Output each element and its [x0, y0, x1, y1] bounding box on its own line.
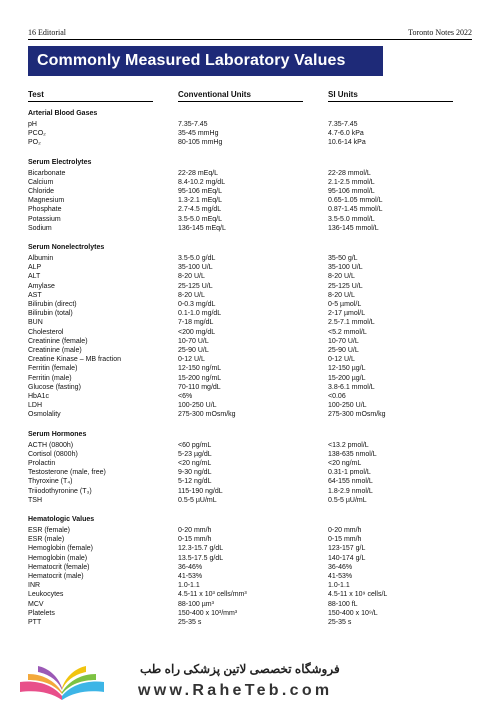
- si-value: <5.2 mmol/L: [328, 328, 367, 336]
- test-name: TSH: [28, 496, 42, 504]
- si-value: 0.65-1.05 mmol/L: [328, 197, 383, 205]
- si-value: 36-46%: [328, 563, 353, 571]
- conventional-value: 12-150 ng/mL: [178, 365, 222, 373]
- table-row: [28, 291, 448, 300]
- test-name: MCV: [28, 600, 44, 608]
- si-value: 25-90 U/L: [328, 347, 359, 354]
- table-row: [28, 196, 448, 205]
- table-row: [28, 272, 448, 281]
- table-row: [28, 410, 448, 419]
- table-row: [28, 496, 448, 505]
- conventional-value: 8-20 U/L: [178, 291, 205, 299]
- conventional-value: 7-18 mg/dL: [178, 319, 214, 327]
- conventional-value: 5-23 µg/dL: [178, 450, 212, 458]
- table-row: [28, 309, 448, 318]
- table-row: [28, 254, 448, 263]
- test-name: Glucose (fasting): [28, 383, 81, 391]
- conventional-value: 8-20 U/L: [178, 273, 205, 281]
- conventional-value: 80-105 mmHg: [178, 139, 223, 147]
- table-row: [28, 337, 448, 346]
- conventional-value: 0.1-1.0 mg/dL: [178, 310, 222, 318]
- test-name: Bilirubin (direct): [28, 301, 77, 308]
- shop-name: فروشگاه تخصصی لاتین پزشکی راه طب: [140, 662, 340, 676]
- test-name: ESR (female): [28, 527, 71, 534]
- page-label: 16 Editorial: [28, 28, 66, 37]
- test-name: Prolactin: [28, 460, 56, 467]
- table-row: [28, 441, 448, 450]
- si-value: 4.7-6.0 kPa: [328, 130, 364, 138]
- test-name: ACTH (0800h): [28, 441, 74, 449]
- conventional-value: 2.7-4.5 mg/dL: [178, 206, 222, 214]
- si-value: 95-106 mmol/L: [328, 188, 375, 195]
- test-name: BUN: [28, 319, 43, 327]
- conventional-value: <6%: [178, 393, 193, 400]
- page-title: Commonly Measured Laboratory Values: [37, 52, 346, 69]
- table-row: [28, 526, 448, 535]
- table-row: [28, 581, 448, 590]
- test-name: Leukocytes: [28, 591, 64, 599]
- conventional-value: 25-90 U/L: [178, 347, 209, 354]
- si-value: 0.31-1 pmol/L: [328, 469, 371, 477]
- conventional-value: 95-106 mEq/L: [178, 188, 222, 195]
- conventional-value: 275-300 mOsm/kg: [178, 411, 236, 419]
- si-value: 0-20 mm/h: [328, 527, 362, 534]
- table-row: [28, 282, 448, 291]
- si-value: 4.5-11 x 10⁹ cells/L: [328, 591, 388, 599]
- column-header-test: Test: [28, 90, 153, 102]
- conventional-value: 115-190 ng/dL: [178, 487, 223, 495]
- test-name: Testosterone (male, free): [28, 469, 106, 477]
- table-row: [28, 178, 448, 187]
- si-value: 22-28 mmol/L: [328, 169, 371, 177]
- si-value: 2-17 µmol/L: [328, 310, 366, 318]
- table-row: [28, 487, 448, 496]
- test-name: Potassium: [28, 215, 61, 223]
- conventional-value: 88-100 µm³: [178, 600, 214, 608]
- si-value: 15-200 µg/L: [328, 374, 366, 382]
- test-name: pH: [28, 121, 37, 128]
- table-row: [28, 215, 448, 224]
- conventional-value: 3.5-5.0 g/dL: [178, 255, 216, 262]
- conventional-value: 12.3-15.7 g/dL: [178, 545, 224, 553]
- test-name: Chloride: [28, 188, 55, 195]
- test-name: PCO₂: [28, 130, 46, 138]
- test-name: Phosphate: [28, 206, 62, 214]
- conventional-value: 0.5-5 µU/mL: [178, 496, 217, 504]
- title-banner: [28, 46, 383, 76]
- test-name: Cholesterol: [28, 328, 64, 336]
- si-value: 140-174 g/L: [328, 554, 366, 562]
- table-row: [28, 120, 448, 129]
- section-heading: Serum Hormones: [28, 430, 87, 438]
- conventional-value: 35-100 U/L: [178, 264, 213, 272]
- test-name: PO₂: [28, 139, 41, 147]
- test-name: AST: [28, 291, 42, 299]
- test-name: Creatinine (female): [28, 337, 88, 345]
- conventional-value: 8.4-10.2 mg/dL: [178, 178, 226, 186]
- table-row: [28, 374, 448, 383]
- si-value: 35-50 g/L: [328, 255, 358, 262]
- si-value: 8-20 U/L: [328, 273, 355, 281]
- table-row: [28, 544, 448, 553]
- test-name: Amylase: [28, 282, 55, 290]
- conventional-value: 1.0-1.1: [178, 582, 200, 590]
- test-name: Hemoglobin (female): [28, 545, 93, 553]
- test-name: LDH: [28, 402, 43, 410]
- si-value: 1.0-1.1: [328, 582, 350, 590]
- test-name: Sodium: [28, 224, 52, 232]
- si-value: 3.5-5.0 mmol/L: [328, 215, 375, 223]
- table-row: [28, 129, 448, 138]
- si-value: 100-250 U/L: [328, 402, 367, 410]
- test-name: ALP: [28, 264, 42, 272]
- si-value: 3.8-6.1 mmol/L: [328, 383, 375, 391]
- conventional-value: 7.35-7.45: [178, 121, 208, 128]
- table-row: [28, 554, 448, 563]
- conventional-value: 136-145 mEq/L: [178, 224, 226, 232]
- table-row: [28, 450, 448, 459]
- conventional-value: 0-20 mm/h: [178, 527, 212, 534]
- conventional-value: 22-28 mEq/L: [178, 169, 219, 177]
- test-name: Bilirubin (total): [28, 310, 73, 318]
- website-label: www.RaheTeb.com: [138, 682, 333, 699]
- table-row: [28, 355, 448, 364]
- test-name: Albumin: [28, 255, 54, 262]
- si-value: 35-100 U/L: [328, 264, 363, 272]
- test-name: Bicarbonate: [28, 169, 66, 177]
- si-value: 275-300 mOsm/kg: [328, 411, 386, 419]
- test-name: PTT: [28, 619, 42, 626]
- table-row: [28, 138, 448, 147]
- table-row: [28, 318, 448, 327]
- conventional-value: 1.3-2.1 mEq/L: [178, 197, 222, 205]
- si-value: 0.5-5 µU/mL: [328, 496, 367, 504]
- si-value: 150-400 x 10⁹/L: [328, 609, 378, 617]
- si-value: 41-53%: [328, 573, 353, 580]
- test-name: Osmolality: [28, 411, 61, 419]
- table-row: [28, 590, 448, 599]
- header-rule: [28, 39, 472, 40]
- table-row: [28, 572, 448, 581]
- conventional-value: 5-12 ng/dL: [178, 478, 212, 486]
- test-name: Platelets: [28, 609, 55, 617]
- conventional-value: 41-53%: [178, 573, 203, 580]
- table-row: [28, 609, 448, 618]
- si-value: <0.06: [328, 393, 346, 400]
- table-row: [28, 328, 448, 337]
- table-row: [28, 618, 448, 627]
- test-name: INR: [28, 582, 41, 590]
- conventional-value: 0-15 mm/h: [178, 536, 212, 544]
- section-heading: Serum Electrolytes: [28, 158, 92, 166]
- table-row: [28, 169, 448, 178]
- conventional-value: 25-125 U/L: [178, 282, 213, 290]
- table-row: [28, 600, 448, 609]
- si-value: 138-635 nmol/L: [328, 450, 377, 458]
- table-row: [28, 263, 448, 272]
- table-row: [28, 383, 448, 392]
- si-value: 136-145 mmol/L: [328, 224, 379, 232]
- table-row: [28, 459, 448, 468]
- table-row: [28, 563, 448, 572]
- si-value: 25-35 s: [328, 619, 352, 626]
- conventional-value: 100-250 U/L: [178, 402, 217, 410]
- table-row: [28, 477, 448, 486]
- si-value: 123-157 g/L: [328, 545, 366, 553]
- footer-watermark: [0, 650, 500, 705]
- conventional-value: 70-110 mg/dL: [178, 383, 221, 391]
- conventional-value: <200 mg/dL: [178, 328, 216, 336]
- si-value: 1.8-2.9 nmol/L: [328, 487, 373, 495]
- conventional-value: 25-35 s: [178, 619, 202, 626]
- si-value: 0-12 U/L: [328, 356, 355, 364]
- test-name: Ferritin (male): [28, 374, 72, 382]
- conventional-value: <60 pg/mL: [178, 441, 212, 449]
- conventional-value: <20 ng/mL: [178, 460, 212, 467]
- column-header-conventional: Conventional Units: [178, 90, 303, 102]
- si-value: 7.35-7.45: [328, 121, 358, 128]
- test-name: ESR (male): [28, 536, 65, 544]
- si-value: 2.1-2.5 mmol/L: [328, 178, 375, 186]
- si-value: 64-155 nmol/L: [328, 478, 373, 486]
- test-name: Hematocrit (male): [28, 573, 84, 580]
- test-name: Thyroxine (T₄): [28, 478, 73, 486]
- si-value: 0.87-1.45 mmol/L: [328, 206, 383, 214]
- table-row: [28, 535, 448, 544]
- publisher-label: Toronto Notes 2022: [408, 28, 472, 37]
- section-heading: Hematologic Values: [28, 516, 95, 523]
- test-name: ALT: [28, 273, 41, 281]
- conventional-value: 10-70 U/L: [178, 337, 209, 345]
- conventional-value: 0-12 U/L: [178, 356, 205, 364]
- si-value: 25-125 U/L: [328, 282, 363, 290]
- si-value: 0-15 mm/h: [328, 536, 362, 544]
- table-row: [28, 346, 448, 355]
- si-value: 8-20 U/L: [328, 291, 355, 299]
- test-name: Calcium: [28, 178, 54, 186]
- si-value: <20 ng/mL: [328, 460, 362, 467]
- conventional-value: 15-200 ng/mL: [178, 374, 222, 382]
- table-row: [28, 300, 448, 309]
- table-row: [28, 468, 448, 477]
- conventional-value: 13.5-17.5 g/dL: [178, 554, 224, 562]
- test-name: HbA1c: [28, 393, 50, 400]
- test-name: Ferritin (female): [28, 365, 78, 373]
- si-value: 0-5 µmol/L: [328, 301, 362, 308]
- test-name: Triiodothyronine (T₃): [28, 487, 92, 495]
- si-value: 2.5-7.1 mmol/L: [328, 319, 375, 327]
- table-row: [28, 392, 448, 401]
- section-heading: Arterial Blood Gases: [28, 110, 98, 117]
- test-name: Cortisol (0800h): [28, 450, 78, 458]
- si-value: 10.6-14 kPa: [328, 139, 366, 147]
- si-value: 88-100 fL: [328, 600, 358, 608]
- open-book-logo-icon: [14, 654, 110, 704]
- test-name: Creatinine (male): [28, 347, 82, 354]
- table-row: [28, 401, 448, 410]
- conventional-value: 9-30 ng/dL: [178, 469, 212, 477]
- test-name: Hemoglobin (male): [28, 554, 88, 562]
- column-header-si: SI Units: [328, 90, 453, 102]
- conventional-value: 36-46%: [178, 563, 203, 571]
- table-row: [28, 187, 448, 196]
- conventional-value: 4.5-11 x 10³ cells/mm³: [178, 591, 247, 599]
- test-name: Hematocrit (female): [28, 563, 90, 571]
- conventional-value: 150-400 x 10³/mm³: [178, 609, 238, 617]
- table-row: [28, 205, 448, 214]
- test-name: Magnesium: [28, 197, 65, 205]
- table-row: [28, 224, 448, 233]
- si-value: 10-70 U/L: [328, 337, 359, 345]
- si-value: 12-150 µg/L: [328, 365, 366, 373]
- conventional-value: 35-45 mmHg: [178, 130, 219, 138]
- section-heading: Serum Nonelectrolytes: [28, 244, 105, 251]
- table-row: [28, 364, 448, 373]
- conventional-value: 3.5-5.0 mEq/L: [178, 215, 222, 223]
- test-name: Creatine Kinase – MB fraction: [28, 356, 121, 364]
- si-value: <13.2 pmol/L: [328, 441, 369, 449]
- conventional-value: 0-0.3 mg/dL: [178, 301, 216, 308]
